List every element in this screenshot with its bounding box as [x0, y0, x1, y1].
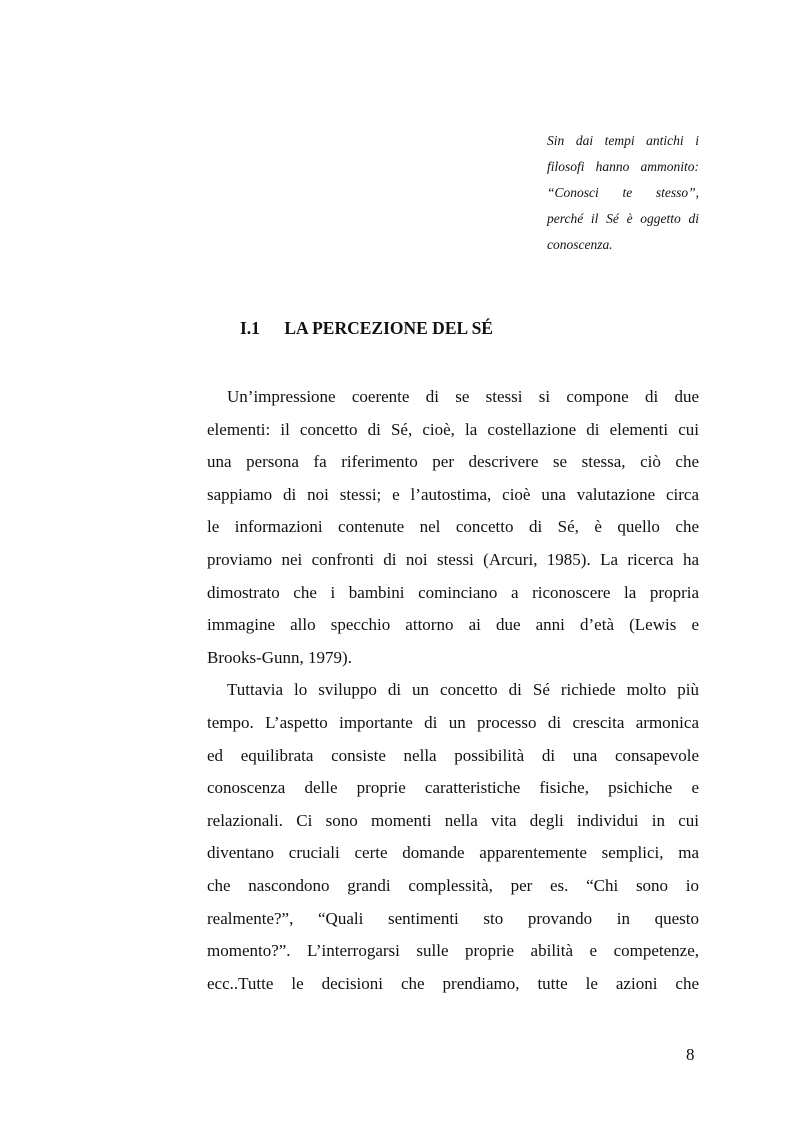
text-line: diventano cruciali certe domande apparentemente semplici, ma	[207, 843, 699, 863]
text-line: proviamo nei confronti di noi stessi (Arcuri, 1985). La ricerca ha	[207, 549, 699, 569]
text-line: elementi: il concetto di Sé, cioè, la costellazione di elementi cui	[207, 419, 699, 439]
section-heading	[240, 318, 493, 339]
section-title: LA PERCEZIONE DEL SÉ	[284, 318, 493, 338]
text-line: Tuttavia lo sviluppo di un concetto di Sé richiede molto più	[227, 680, 699, 700]
text-line: realmente?”, “Quali sentimenti sto provando in questo	[207, 908, 699, 928]
text-line: Brooks-Gunn, 1979).	[207, 647, 352, 667]
text-line: sappiamo di noi stessi; e l’autostima, cioè una valutazione circa	[207, 484, 699, 504]
text-line: relazionali. Ci sono momenti nella vita degli individui in cui	[207, 810, 699, 830]
page-number: 8	[686, 1045, 695, 1064]
epigraph	[547, 128, 699, 258]
text-line: le informazioni contenute nel concetto di Sé, è quello che	[207, 517, 699, 537]
section-number: I.1	[240, 318, 260, 338]
paragraph	[207, 674, 699, 1000]
body-text	[207, 381, 699, 1000]
epigraph-line: conoscenza.	[547, 237, 613, 252]
text-line: dimostrato che i bambini cominciano a riconoscere la propria	[207, 582, 699, 602]
text-line: una persona fa riferimento per descrivere se stessa, ciò che	[207, 452, 699, 472]
text-line: ecc..Tutte le decisioni che prendiamo, tutte le azioni che	[207, 973, 699, 993]
epigraph-line: Sin dai tempi antichi i	[547, 133, 699, 148]
text-line: che nascondono grandi complessità, per es. “Chi sono io	[207, 875, 699, 895]
epigraph-line: filosofi hanno ammonito:	[547, 159, 699, 174]
epigraph-line: perché il Sé è oggetto di	[547, 211, 699, 226]
paragraph	[207, 381, 699, 674]
text-line: tempo. L’aspetto importante di un processo di crescita armonica	[207, 712, 699, 732]
epigraph-line: “Conosci te stesso”,	[547, 185, 699, 200]
text-line: momento?”. L’interrogarsi sulle proprie abilità e competenze,	[207, 941, 699, 961]
text-line: Un’impressione coerente di se stessi si compone di due	[227, 387, 699, 406]
text-line: conoscenza delle proprie caratteristiche fisiche, psichiche e	[207, 778, 699, 798]
text-line: ed equilibrata consiste nella possibilità di una consapevole	[207, 745, 699, 765]
text-line: immagine allo specchio attorno ai due anni d’età (Lewis e	[207, 615, 699, 635]
